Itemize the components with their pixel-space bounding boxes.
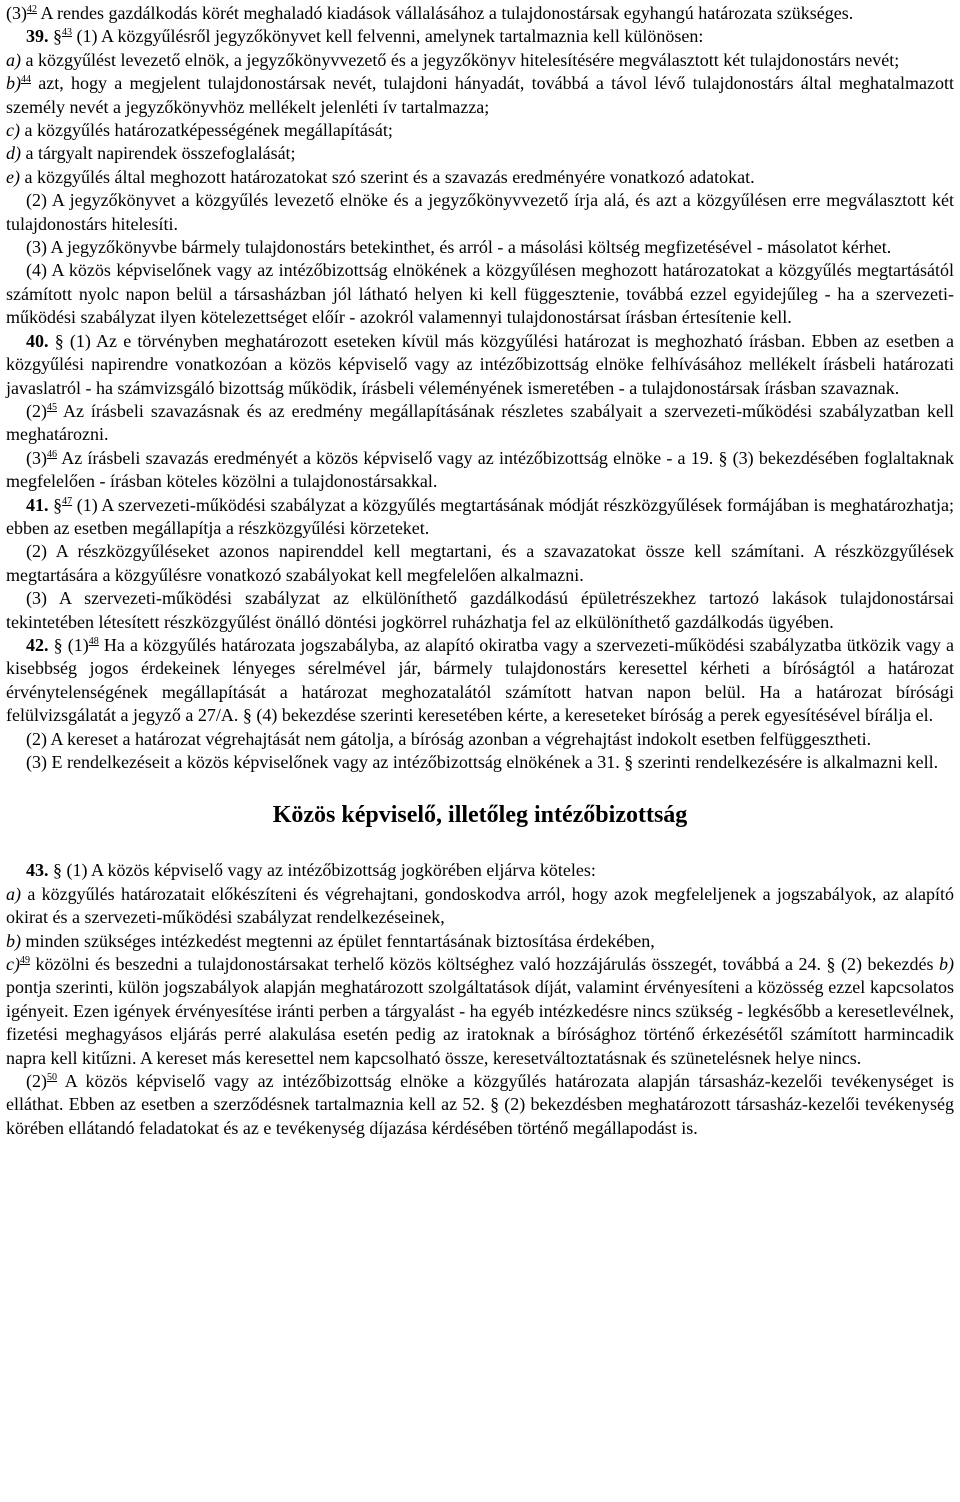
section-number: 42. bbox=[26, 634, 49, 655]
list-letter: b) bbox=[6, 73, 21, 94]
paragraph-42-3 bbox=[6, 751, 954, 774]
list-letter: a) bbox=[6, 49, 21, 70]
paragraph-text: (4) bekezdése szerinti keresetében kérte, a kereseteket bíróság a perek egyesítésével bírálja el. bbox=[251, 705, 934, 726]
paragraph-text: Az írásbeli szavazás eredményét a közös képviselő vagy az intézőbizottság elnöke - a 19. bbox=[57, 447, 719, 468]
paragraph-text: (1) A szervezeti-működési szabályzat a közgyűlés megtartásának módját részközgyűlések formájában is meghatározhatja; ebben az esetben megállapítja a részközgyűlési körzeteket. bbox=[6, 494, 955, 538]
paragraph-text: (1) A közgyűlésről jegyzőkönyvet kell felvenni, amelynek tartalmaznia kell különösen: bbox=[72, 26, 704, 47]
list-letter: e) bbox=[6, 166, 20, 187]
list-text: azt, hogy a megjelent tulajdonostársak nevét, tulajdoni hányadát, továbbá a távol lévő tulajdonostárs által meghatalmazott személy nevét a jegyzőkönyvhöz mellékelt jelenléti ív tartalmazza; bbox=[6, 73, 954, 117]
section-42 bbox=[6, 634, 954, 728]
list-letter: c) bbox=[6, 954, 20, 975]
list-item-43-b bbox=[6, 930, 954, 953]
list-text: pontja szerinti, külön jogszabályok alapján meghatározott szolgáltatások díját, valamint érvényesíteni a közösség ezzel kapcsolatos igényeit. Ezen igények érvényesítése iránti perben a tárgyalást - ha egyéb intézkedésre nincs szükség - legkésőbb a keresetlevélnek, fizetési meghagyásos eljárás perré alakulása esetén pedig az iratoknak a bírósághoz történő érkezésétől számított harmincadik napra kell kitűzni. A kereset más keresettel nem kapcsolható össze, keresetváltoztatásnak és szünetelésnek helye nincs. bbox=[6, 977, 954, 1068]
list-text: (2) bekezdés bbox=[835, 954, 940, 975]
paragraph-text: (2) bekezdésben meghatározott társasház-kezelői tevékenység körében ellátandó feladatokat és az e tevékenység díjazása kérdésében történő megállapodást is. bbox=[6, 1094, 954, 1138]
list-item-a bbox=[6, 49, 954, 72]
section-sign: § bbox=[826, 954, 836, 975]
section-41 bbox=[6, 494, 954, 541]
list-item-c bbox=[6, 119, 954, 142]
paragraph-text: A rendes gazdálkodás körét meghaladó kiadások vállalásához a tulajdonostársak egyhangú határozata szükséges. bbox=[37, 3, 854, 23]
list-letter: a) bbox=[6, 883, 21, 904]
subsection-number: (3) bbox=[26, 447, 47, 468]
list-text: közölni és beszedni a tulajdonostársakat terhelő közös költséghez való hozzájárulás összegét, továbbá a 24. bbox=[29, 954, 827, 975]
section-number: 43. bbox=[26, 860, 49, 881]
list-item-43-c bbox=[6, 953, 954, 1070]
paragraph-text: (3) E rendelkezéseit a közös képviselőnek vagy az intézőbizottság elnökének a 31. bbox=[26, 752, 625, 772]
section-sign: § bbox=[242, 705, 252, 726]
list-item-d bbox=[6, 142, 954, 165]
section-sign: § bbox=[54, 330, 64, 351]
section-sign: § bbox=[53, 634, 63, 655]
paragraph-text: Az írásbeli szavazásnak és az eredmény megállapításának részletes szabályait a szervezeti-működési szabályzatban kell meghatározni. bbox=[6, 400, 954, 445]
list-letter: b) bbox=[6, 930, 21, 951]
list-letter: c) bbox=[6, 120, 20, 141]
paragraph-42-2: (2) A kereset a határozat végrehajtását nem gátolja, a bíróság azonban a végrehajtást indokolt esetben felfüggesztheti. bbox=[26, 728, 872, 749]
section-sign: § bbox=[624, 752, 634, 772]
section-sign: § bbox=[53, 26, 62, 47]
paragraph-39-2: (2) A jegyzőkönyvet a közgyűlés levezető elnöke és a jegyzőkönyvvezető írja alá, és azt a közgyűlésen erre megválasztott két tulajdonostárs hitelesíti. bbox=[6, 190, 954, 234]
list-text: a tárgyalt napirendek összefoglalását; bbox=[21, 143, 296, 164]
section-number: 39. bbox=[26, 26, 49, 47]
paragraph-43-2 bbox=[6, 1070, 954, 1140]
section-number: 41. bbox=[26, 494, 49, 515]
subsection-number: (2) bbox=[26, 400, 47, 421]
list-text: a közgyűlés határozatait előkészíteni és végrehajtani, gondoskodva arról, hogy azok megfeleljenek a jogszabályok, az alapító okirat és a szervezeti-működési szabályzat rendelkezéseinek, bbox=[6, 883, 954, 928]
paragraph-39-4: (4) A közös képviselőnek vagy az intézőbizottság elnökének a közgyűlésen meghozott határozatokat a közgyűlés megtartásától számított nyolc napon belül a társasházban jól látható helyen ki kell függesztenie, továbbá ezzel egyidejűleg - ha a szervezeti-működési szabályzat ilyen kötelezettséget előír - azokról valamennyi tulajdonostársat írásban értesítenie kell. bbox=[6, 260, 954, 328]
section-number: 40. bbox=[26, 330, 49, 351]
list-item-e bbox=[6, 166, 954, 189]
footnote-ref-42[interactable]: 42 bbox=[27, 4, 37, 15]
list-letter-ref: b) bbox=[939, 954, 955, 975]
footnote-ref-44[interactable]: 44 bbox=[21, 74, 31, 86]
section-39 bbox=[6, 25, 954, 48]
section-sign: § bbox=[53, 860, 62, 881]
paragraph-41-2: (2) A részközgyűléseket azonos napirenddel kell megtartani, és a szavazatokat össze kell számítani. A részközgyűlések megtartására a közgyűlésre vonatkozó szabályokat kell megfelelően alkalmazni. bbox=[6, 541, 954, 585]
paragraph-text: szerinti rendelkezésére is alkalmazni kell. bbox=[633, 752, 939, 772]
paragraph-40-2 bbox=[6, 400, 954, 447]
paragraph-39-3: (3) A jegyzőkönyvbe bármely tulajdonostárs betekinthet, és arról - a másolási költség megfizetésével - másolatot kérhet. bbox=[26, 237, 892, 258]
subsection-number: (2) bbox=[26, 1071, 47, 1092]
footnote-ref-43[interactable]: 43 bbox=[62, 27, 72, 39]
list-letter: d) bbox=[6, 143, 21, 164]
paragraph-41-3: (3) A szervezeti-működési szabályzat az elkülöníthető gazdálkodású épületrészekhez tartozó lakások tulajdonostársai tekintetében létesített részközgyűlést önálló döntési jogkörrel ruházhatja fel az elkülöníthető gazdálkodás ügyében. bbox=[6, 588, 954, 632]
paragraph-3 bbox=[6, 2, 954, 25]
paragraph-text: (3) bekezdésében foglaltaknak megfelelően - írásban köteles közölni a tulajdonostársakkal. bbox=[6, 447, 954, 492]
footnote-ref-49[interactable]: 49 bbox=[19, 955, 30, 967]
list-text: minden szükséges intézkedést megtenni az épület fenntartásának biztosítása érdekében, bbox=[21, 930, 655, 951]
section-40 bbox=[6, 330, 954, 400]
paragraph-text: (1) Az e törvényben meghatározott eseteken kívül más közgyűlési határozat is meghozható írásban. Ebben az esetben a közgyűlési napirendre vonatkozóan a közös képviselő vagy az intézőbizottság elnöke felhívásához mellékelt írásbeli határozati javaslatról - ha számvizsgáló bizottság működik, írásbeli véleményének ismeretében - a tulajdonostársak írásban szavaznak. bbox=[6, 330, 954, 398]
footnote-ref-48[interactable]: 48 bbox=[88, 635, 99, 647]
paragraph-text: (1) A közös képviselő vagy az intézőbizottság jogkörében eljárva köteles: bbox=[62, 860, 596, 881]
section-sign: § bbox=[490, 1094, 500, 1115]
section-sign: § bbox=[718, 447, 728, 468]
chapter-heading: Közös képviselő, illetőleg intézőbizottság bbox=[272, 802, 688, 829]
footnote-ref-50[interactable]: 50 bbox=[47, 1072, 57, 1084]
subsection-number: (1) bbox=[67, 634, 89, 655]
footnote-ref-45[interactable]: 45 bbox=[47, 401, 57, 413]
list-text: a közgyűlés által meghozott határozatokat szó szerint és a szavazás eredményére vonatkozó adatokat. bbox=[19, 166, 755, 187]
list-item-43-a bbox=[6, 883, 954, 930]
section-sign: § bbox=[53, 494, 63, 515]
list-item-b bbox=[6, 72, 954, 119]
paragraph-40-3 bbox=[6, 447, 954, 494]
footnote-ref-46[interactable]: 46 bbox=[47, 448, 57, 460]
subsection-number: (3) bbox=[6, 3, 27, 23]
list-text: a közgyűlést levezető elnök, a jegyzőkönyvvezető és a jegyzőkönyv hitelesítésére megválasztott két tulajdonostárs nevét; bbox=[21, 49, 900, 70]
paragraph-text: Ha a közgyűlés határozata jogszabályba, az alapító okiratba vagy a szervezeti-működési szabályzatba ütközik vagy a kisebbség jogos érdekeinek lényeges sérelmével jár, bármely tulajdonostárs keresettel kérheti a bíróságtól a határozat érvénytelenségének megállapítását a határozat meghozatalától számított hatvan napon belül. Ha a határozat bírósági felülvizsgálatát a jegyző a 27/A. bbox=[6, 634, 954, 726]
footnote-ref-47[interactable]: 47 bbox=[62, 495, 73, 507]
section-43 bbox=[6, 859, 954, 882]
paragraph-text: A közös képviselő vagy az intézőbizottság elnöke a közgyűlés határozata alapján társasház-kezelői tevékenységet is elláthat. Ebben az esetben a szerződésnek tartalmaznia kell az 52. bbox=[6, 1071, 954, 1115]
list-text: a közgyűlés határozatképességének megállapítását; bbox=[19, 120, 393, 141]
